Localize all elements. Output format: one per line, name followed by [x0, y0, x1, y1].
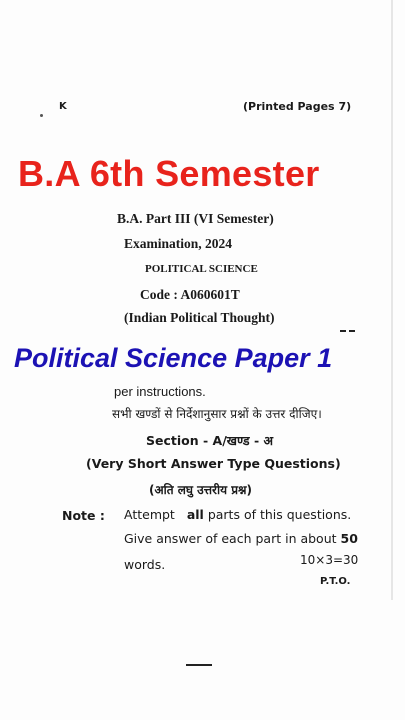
bottom-dash: [186, 664, 212, 666]
instructions-hindi: सभी खण्डों से निर्देशानुसार प्रश्नों के उत्तर दीजिए।: [112, 407, 322, 421]
paper-title: (Indian Political Thought): [124, 310, 275, 325]
note-give-answer: Give answer of each part in about: [124, 531, 337, 546]
note-line-2: [124, 531, 358, 546]
stray-mark: [349, 330, 355, 332]
exam-subject: POLITICAL SCIENCE: [145, 263, 258, 275]
note-attempt: Attempt: [124, 507, 175, 522]
overlay-title: Political Science Paper 1: [14, 343, 333, 373]
note-parts: parts of this questions.: [207, 507, 352, 522]
note-all: all: [186, 507, 204, 522]
note-word-count: 50: [340, 531, 358, 546]
note-line-3: words.: [124, 557, 166, 572]
note-label: Note :: [62, 508, 105, 523]
ink-speck: [40, 114, 43, 117]
instructions-english: per instructions.: [114, 384, 206, 399]
pto-label: P.T.O.: [320, 576, 351, 587]
exam-code: Code : A060601T: [140, 287, 240, 302]
note-line-1: [124, 507, 351, 522]
section-type-english: (Very Short Answer Type Questions): [86, 456, 341, 471]
marks: 10×3=30: [300, 553, 359, 567]
section-type-hindi: (अति लघु उत्तरीय प्रश्न): [149, 483, 253, 497]
printed-pages: (Printed Pages 7): [243, 100, 352, 113]
section-title: Section - A/खण्ड - अ: [146, 433, 274, 448]
page-edge-shadow: [391, 0, 393, 600]
stray-mark: [340, 330, 346, 332]
exam-part: B.A. Part III (VI Semester): [117, 211, 274, 226]
banner-title: B.A 6th Semester: [18, 153, 320, 194]
set-code: K: [59, 101, 67, 112]
exam-year: Examination, 2024: [124, 236, 233, 251]
